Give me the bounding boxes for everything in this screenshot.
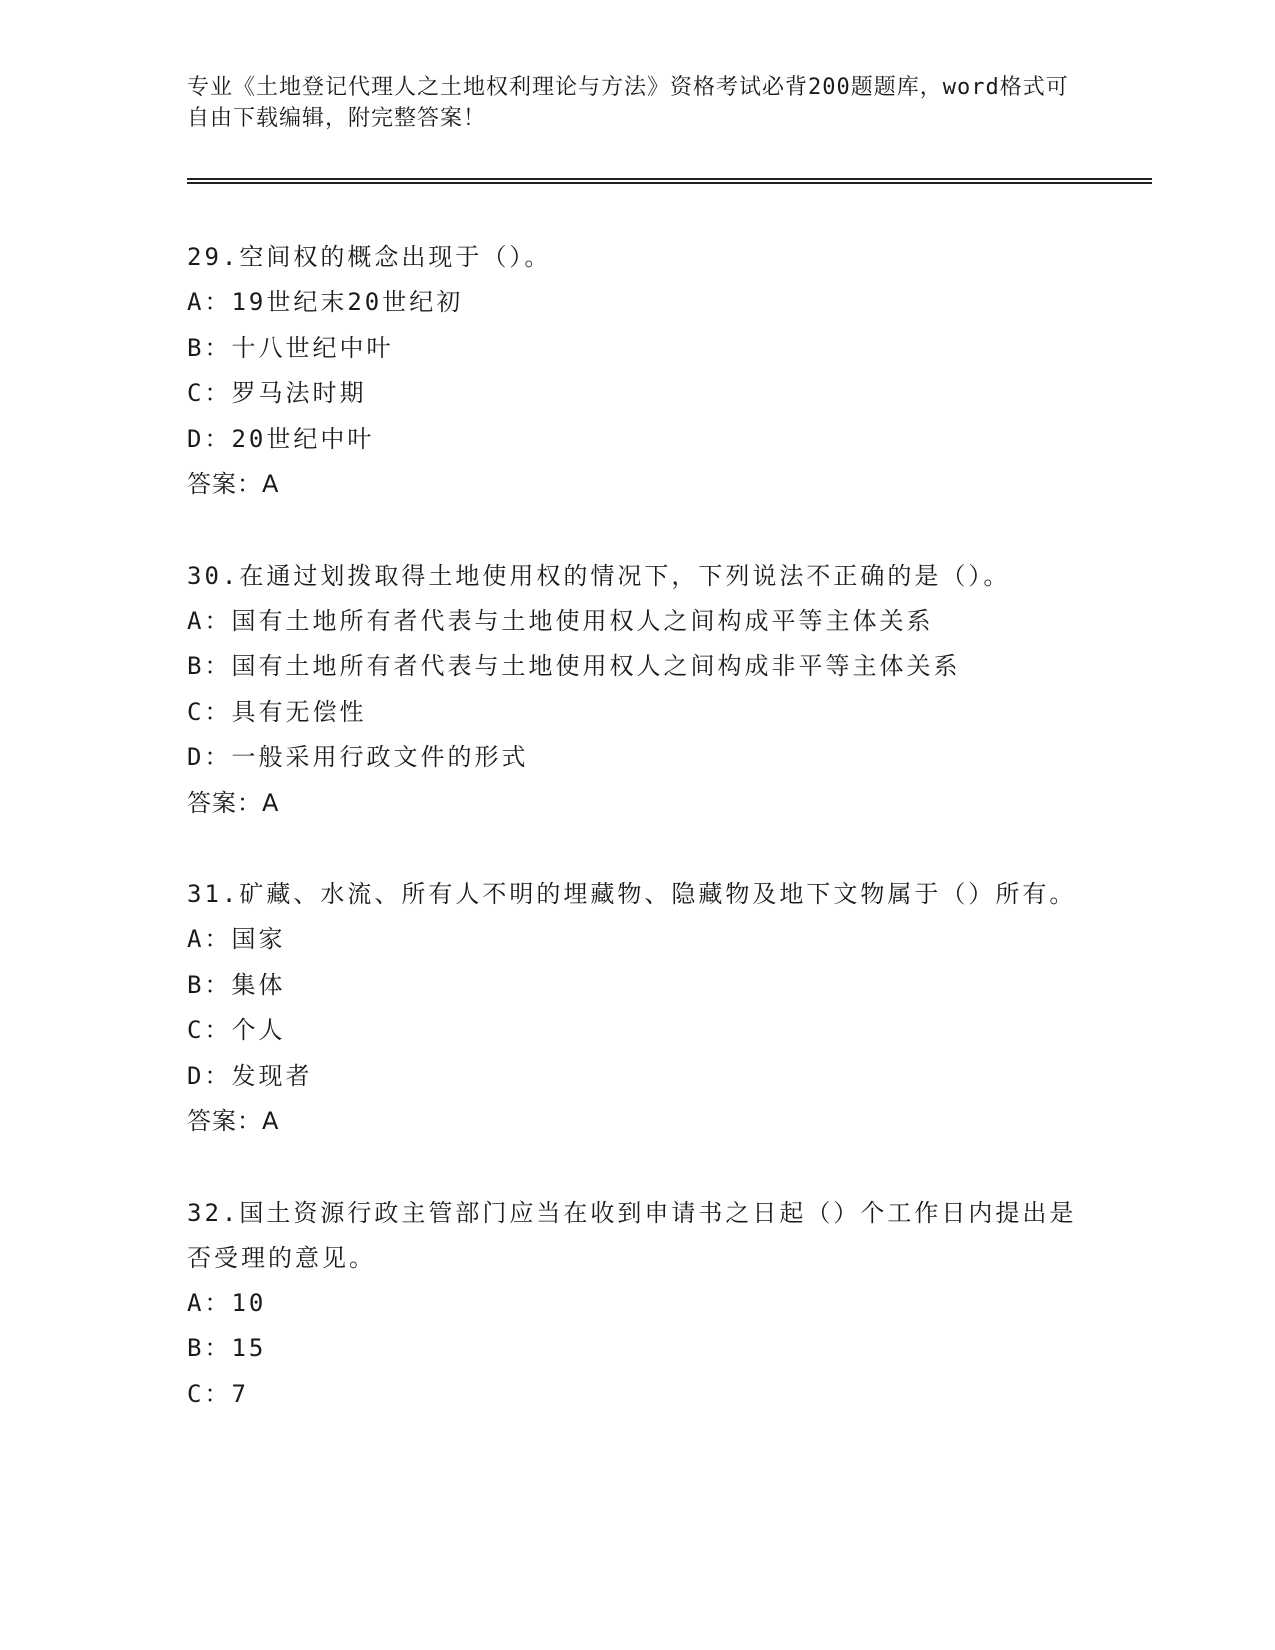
option-a: A：国有土地所有者代表与土地使用权人之间构成平等主体关系 [187, 606, 934, 635]
question-29 [187, 235, 1087, 508]
option-b: B：集体 [187, 970, 286, 999]
header-divider [187, 178, 1152, 184]
option-c: C：个人 [187, 1016, 286, 1044]
option-b: B：十八世纪中叶 [187, 333, 394, 362]
question-list [187, 235, 1087, 1463]
question-30 [187, 554, 1087, 827]
option-b: B：15 [187, 1334, 267, 1362]
option-a: A：10 [187, 1288, 267, 1317]
question-stem: 31.矿藏、水流、所有人不明的埋藏物、隐藏物及地下文物属于（）所有。 [187, 880, 1077, 908]
answer-line: 答案：A [187, 788, 280, 817]
option-c: C：7 [187, 1379, 249, 1408]
answer-line: 答案：A [187, 1107, 280, 1135]
option-d: D：一般采用行政文件的形式 [187, 743, 529, 771]
option-d: D：20世纪中叶 [187, 424, 375, 453]
option-b: B：国有土地所有者代表与土地使用权人之间构成非平等主体关系 [187, 652, 961, 680]
option-c: C：罗马法时期 [187, 379, 367, 407]
option-d: D：发现者 [187, 1061, 313, 1090]
question-stem: 30.在通过划拨取得土地使用权的情况下，下列说法不正确的是（）。 [187, 561, 1011, 590]
option-a: A：19世纪末20世纪初 [187, 288, 464, 316]
question-stem: 29.空间权的概念出现于（）。 [187, 243, 552, 271]
question-31 [187, 872, 1087, 1145]
question-32 [187, 1191, 1087, 1418]
question-stem: 32.国土资源行政主管部门应当在收到申请书之日起（）个工作日内提出是否受理的意见。 [187, 1198, 1077, 1272]
answer-line: 答案：A [187, 470, 280, 498]
option-a: A：国家 [187, 925, 286, 953]
document-title: 专业《土地登记代理人之土地权利理论与方法》资格考试必背200题题库，word格式可自由下载编辑，附完整答案！ [187, 75, 1069, 131]
document-header [187, 72, 1087, 134]
option-c: C：具有无偿性 [187, 697, 367, 726]
